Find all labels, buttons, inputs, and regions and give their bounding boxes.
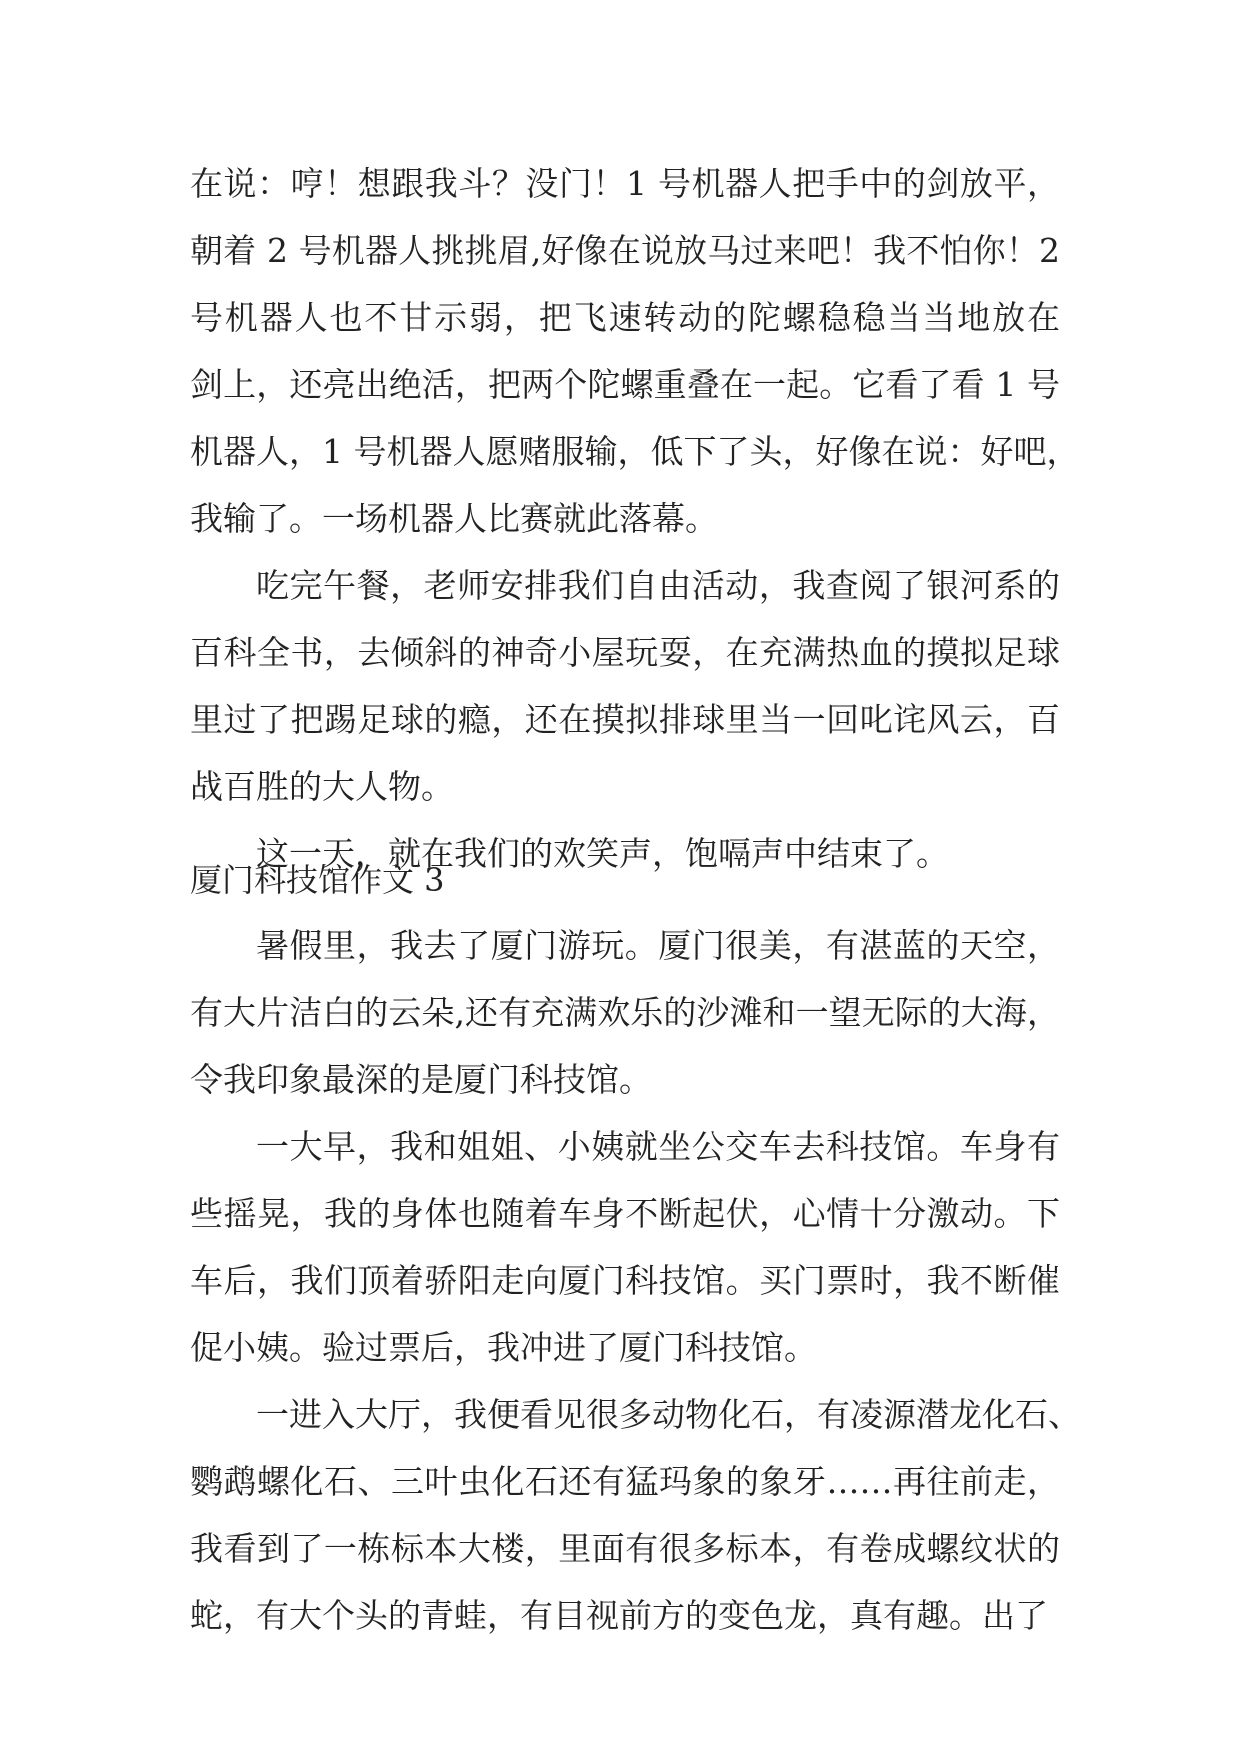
text-line: 我输了。一场机器人比赛就此落幕。 [190, 499, 718, 538]
text-line: 这一天，就在我们的欢笑声，饱嗝声中结束了。 [256, 834, 949, 873]
text-line: 令我印象最深的是厦门科技馆。 [190, 1060, 652, 1099]
paragraph [190, 1381, 1081, 1649]
text-line: 暑假里，我去了厦门游玩。厦门很美，有湛蓝的天空， [256, 926, 1060, 965]
text-line: 一大早，我和姐姐、小姨就坐公交车去科技馆。车身有 [256, 1127, 1060, 1166]
text-line: 我看到了一栋标本大楼，里面有很多标本，有卷成螺纹状的 [190, 1529, 1060, 1568]
essay-section-3 [190, 912, 1081, 1649]
text-line: 蛇，有大个头的青蛙，有目视前方的变色龙，真有趣。出了 [190, 1596, 1048, 1635]
text-line: 在说：哼！想跟我斗？没门！1 号机器人把手中的剑放平， [190, 164, 1060, 203]
essay-heading: 厦门科技馆作文 3 [190, 861, 445, 899]
text-line: 些摇晃，我的身体也随着车身不断起伏，心情十分激动。下 [190, 1194, 1060, 1233]
paragraph [190, 1113, 1060, 1381]
paragraph [190, 552, 1060, 820]
text-line: 百科全书，去倾斜的神奇小屋玩耍，在充满热血的摸拟足球 [190, 633, 1060, 672]
text-line: 一进入大厅，我便看见很多动物化石，有凌源潜龙化石、 [256, 1395, 1081, 1434]
text-line: 车后，我们顶着骄阳走向厦门科技馆。买门票时，我不断催 [190, 1261, 1060, 1300]
text-line: 机器人，1 号机器人愿赌服输，低下了头，好像在说：好吧， [190, 432, 1080, 471]
text-line: 吃完午餐，老师安排我们自由活动，我查阅了银河系的 [256, 566, 1060, 605]
paragraph [190, 150, 1080, 552]
text-line: 促小姨。验过票后，我冲进了厦门科技馆。 [190, 1328, 817, 1367]
essay-section-previous [190, 150, 1080, 887]
text-line: 号机器人也不甘示弱，把飞速转动的陀螺稳稳当当地放在 [190, 298, 1060, 337]
text-line: 里过了把踢足球的瘾，还在摸拟排球里当一回叱诧风云，百 [190, 700, 1060, 739]
text-line: 剑上，还亮出绝活，把两个陀螺重叠在一起。它看了看 1 号 [190, 365, 1060, 404]
text-line: 鹦鹉螺化石、三叶虫化石还有猛玛象的象牙……再往前走， [190, 1462, 1060, 1501]
text-line: 有大片洁白的云朵,还有充满欢乐的沙滩和一望无际的大海， [190, 993, 1060, 1032]
text-line: 朝着 2 号机器人挑挑眉,好像在说放马过来吧！我不怕你！2 [190, 231, 1060, 270]
text-line: 战百胜的大人物。 [190, 767, 454, 806]
paragraph [190, 912, 1060, 1113]
